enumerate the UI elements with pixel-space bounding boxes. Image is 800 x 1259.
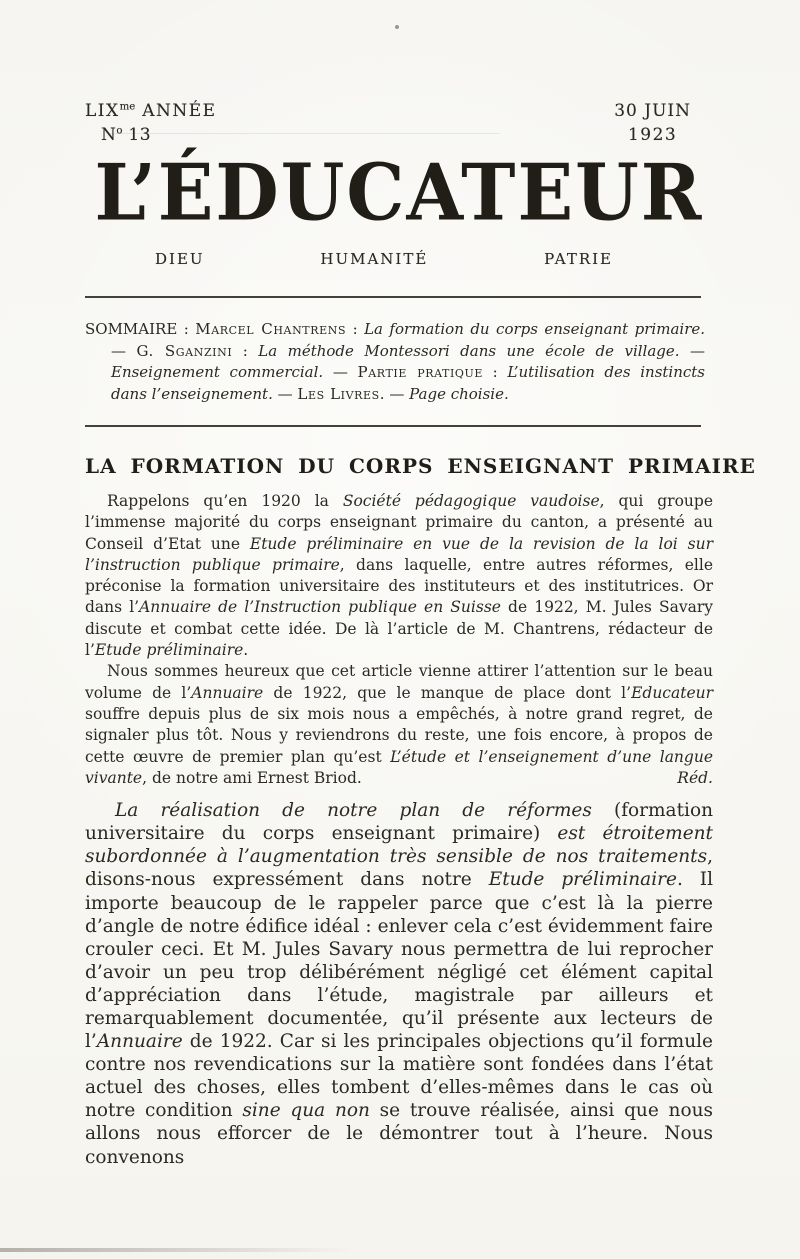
article-paragraph: La réalisation de notre plan de réformes (formation universitaire du corps enseignant primaire) est étroitement subordonnée à l’augmentation très sensible de nos traitements, disons-nous expressément dans notre Etude préliminaire. Il importe beaucoup de le rappeler parce que c’est là la pierre d’angle de notre édifice idéal : enlever cela c’est évidemment faire crouler ceci. Et M. Jules Savary nous permettra de lui reprocher d’avoir un peu trop délibérément négligé cet élément capital d’appréciation dans l’étude, magistrale par ailleurs et remarquablement documentée, qu’il présente aux lecteurs de l’Annuaire de 1922. Car si les principales objections qu’il formule contre nos revendications sur la matière sont fondées dans l’état actuel des choses, elles tombent d’elles-mêmes dans le cas où notre condition sine qua non se trouve réalisée, ainsi que nous allons nous efforcer de le démontrer tout à l’heure. Nous convenons	[85, 800, 714, 1168]
issue-header	[85, 101, 713, 145]
issue-number-superscript: o	[116, 125, 123, 137]
editorial-paragraph-2	[85, 661, 713, 789]
redaction-signature: Réd.	[677, 768, 713, 787]
scan-speck	[395, 25, 399, 29]
issue-date	[614, 101, 691, 145]
volume-superscript: me	[119, 101, 136, 113]
issue-date-year: 1923	[627, 125, 678, 145]
volume-word: ANNÉE	[142, 101, 217, 121]
masthead-title: L’ÉDUCATEUR	[94, 147, 704, 239]
divider-bottom	[85, 425, 701, 427]
editorial-paragraph-2-text: Nous sommes heureux que cet article vienne attirer l’attention sur le beau volume de l’Annuaire de 1922, que le manque de place dont l’Educateur souffre depuis plus de six mois nous a empêchés, à notre grand regret, de signaler plus tôt. Nous y reviendrons du reste, une fois encore, à propos de cette œuvre de premier plan qu’est L’étude et l’enseignement d’une langue vivante, de notre ami Ernest Briod.	[85, 662, 714, 787]
sommaire: SOMMAIRE : Marcel Chantrens : La formation du corps enseignant primaire. — G. Sganzini : La méthode Montessori dans une école de village. — Enseignement commercial. — Partie pratique : L’utilisation des instincts dans l’enseignement. — Les Livres. — Page choisie.	[85, 320, 706, 403]
motto	[155, 250, 613, 268]
divider-top	[85, 296, 701, 298]
volume-roman: LIX	[85, 101, 120, 121]
motto-humanite: HUMANITÉ	[320, 250, 429, 268]
motto-patrie: PATRIE	[544, 250, 613, 268]
editorial-paragraph-1: Rappelons qu’en 1920 la Société pédagogique vaudoise, qui groupe l’immense majorité du corps enseignant primaire du canton, a présenté au Conseil d’Etat une Etude préliminaire en vue de la revision de la loi sur l’instruction publique primaire, dans laquelle, entre autres réformes, elle préconise la formation universitaire des instituteurs et des institutrices. Or dans l’Annuaire de l’Instruction publique en Suisse de 1922, M. Jules Savary discute et combat cette idée. De là l’article de M. Chantrens, rédacteur de l’Etude préliminaire.	[85, 492, 714, 660]
article-body	[85, 491, 713, 1169]
motto-dieu: DIEU	[155, 250, 205, 268]
issue-date-day-month: 30 JUIN	[614, 101, 691, 121]
issue-number-value: 13	[128, 125, 152, 145]
article-title: LA FORMATION DU CORPS ENSEIGNANT PRIMAIRE	[85, 454, 756, 478]
scan-smudge	[0, 1248, 354, 1252]
issue-number-prefix: N	[101, 125, 117, 145]
